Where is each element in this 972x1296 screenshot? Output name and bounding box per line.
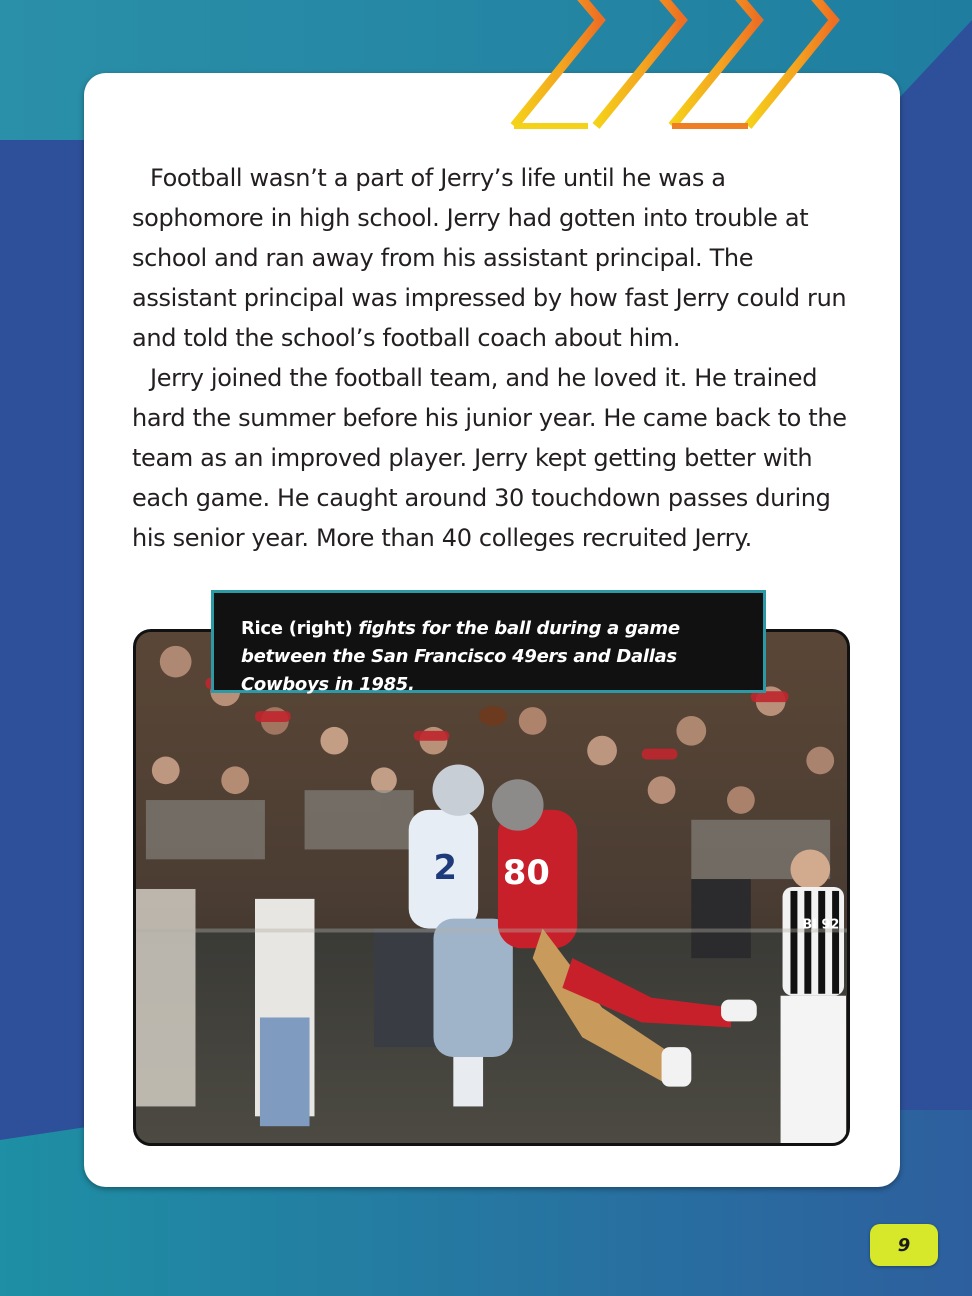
caption-paren: (right): [288, 618, 353, 639]
chevron-arrows-decoration: [500, 0, 840, 132]
referee-number: BJ 92: [802, 917, 840, 933]
caption-text: fights for the ball during a game between the San Francisco 49ers and Dallas Cowboys in 1985.: [241, 618, 680, 695]
page-number: 9: [870, 1224, 938, 1266]
paragraph-1: Football wasn’t a part of Jerry’s life until he was a sophomore in high school. Jerry had gotten into trouble at school and ran away from his assistant principal. The assistant principal was impressed by how fast Jerry could run and told the school’s football coach about him.: [132, 164, 847, 352]
body-text: [132, 158, 862, 558]
caption-name: Rice: [241, 618, 283, 639]
football-photo: [133, 629, 850, 1146]
cowboys-jersey-number: 2: [433, 848, 457, 888]
rice-jersey-number: 80: [502, 853, 550, 893]
paragraph-2: Jerry joined the football team, and he loved it. He trained hard the summer before his junior year. He came back to the team as an improved player. Jerry kept getting better with each game. He caught around 30 touchdown passes during his senior year. More than 40 colleges recruited Jerry.: [132, 364, 847, 552]
photo-caption: [211, 590, 766, 693]
